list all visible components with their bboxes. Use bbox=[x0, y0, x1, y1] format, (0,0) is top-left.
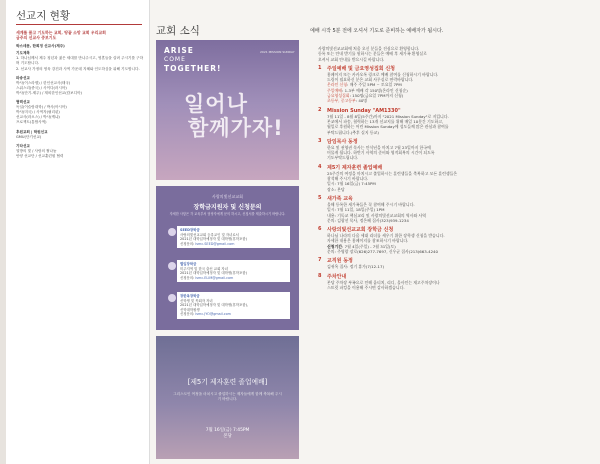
announcement-item: 5 새가족 교육 올해 등록한 새가족들은 꼭 참여해 주시기 바랍니다. 일시: 7월 11일, 18일(주일) 1PM 내용: 기독교 핵심교리 및 사랑의빛선교교회의 역사와 사역 문의: 김광선 목사, 정은혜 집사(323)939-1234 bbox=[318, 196, 588, 223]
section-title: 파송선교 bbox=[16, 75, 30, 80]
announcement-item: 7 교직원 동정 김귀옥 집사: 정기 휴가(7/12-17) bbox=[318, 258, 588, 269]
mission-sunday-poster bbox=[156, 40, 299, 180]
card-title: SEED장학금 bbox=[180, 228, 200, 232]
graduation-poster bbox=[156, 336, 299, 459]
section-line: 열방의 빛 / 사랑의 쌀나눔 bbox=[16, 148, 57, 153]
card-bullet-icon bbox=[168, 262, 176, 270]
card-line: 2021년 대학입학예정자 및 대학생(휴학포함), bbox=[180, 303, 248, 308]
section-title: 기타선교 bbox=[16, 143, 30, 148]
poster-english-title: ARISE COME TOGETHER! bbox=[164, 46, 222, 73]
section-line: 박사(이스라엘) / 한인선교사(태국) bbox=[16, 80, 71, 85]
card-line: 신학대학원생 bbox=[180, 307, 200, 312]
card-bullet-icon bbox=[168, 228, 176, 236]
missionary-name: 박스데문, 한희정 선교사(제주) bbox=[16, 44, 65, 49]
section-line: 스위스리(중국) / 사이다(러시아) bbox=[16, 85, 67, 90]
section-line: GMU(단기선교) bbox=[16, 134, 42, 139]
poster-church-name: 사랑의빛선교교회 bbox=[212, 194, 243, 199]
announcement-item: 8 주차안내 본당 주차장 부족으로 인해 옵티치, 리디, 올사인는 재고주차장이나 스트릿 파킹을 이용해 주시면 감사하겠습니다. bbox=[318, 274, 588, 291]
card-line: 신학생 및 목회자 자녀 bbox=[180, 298, 213, 303]
card-title: 장한옥장학금 bbox=[180, 294, 200, 298]
announcement-title: 주차안내 bbox=[327, 273, 347, 280]
news-posters-column bbox=[151, 0, 304, 464]
section-line: 안양 선교단 / 선교훈련원 협력 bbox=[16, 153, 64, 158]
card-title: 별임장학금 bbox=[180, 262, 197, 266]
announcement-item: 6 사랑의빛선교교회 장학금 신청 하나님 나라의 다음 세대 리더를 세우기 위한 장학생 신청을 받습니다. 자세한 내용은 홈페이지를 참조하시기 바랍니다. 신청기간: 7월 4일(주일) - 7월 31일(토) 문의: 주영랑 장로(626)277-7697, 신우균 집사(213)663-4240 bbox=[318, 227, 588, 254]
prayer-title: 기도제목 bbox=[16, 51, 30, 56]
scholarship-poster bbox=[156, 186, 299, 330]
announcement-item: 4 제5기 제자훈련 졸업예배 25주간의 여정을 마치시고 졸업하시는 훈련생들을 축복하고 모든 훈련생들은 참석해 주시기 바랍니다. 일시: 7월 16일(금) 7:45PM 장소: 본당 bbox=[318, 165, 588, 192]
announcement-title: Mission Sunday "AM1330" bbox=[327, 107, 401, 114]
scholarship-card: SEED장학금 사랑의빛선교교회 등록교인 및 자녀로서 2021년 대학입학예정자 및 대학생(휴학포함) 신청문의: lsmc.SEED@gmail.com bbox=[177, 226, 290, 248]
announcement-title: 제5기 제자훈련 졸업예배 bbox=[327, 164, 383, 171]
welcome-line: 오셔서 교회 안내를 받으시길 바랍니다. bbox=[318, 56, 385, 62]
announcements-column bbox=[308, 0, 600, 464]
poster-tagline: 2021 MISSION SUNDAY bbox=[260, 50, 295, 54]
missions-column bbox=[6, 0, 150, 464]
section-line: 독일(이슬람대학) / 박사(아시아) bbox=[16, 105, 67, 110]
announcement-title: 사랑의빛선교교회 장학금 신청 bbox=[327, 227, 394, 234]
welcome-line: 사랑의빛선교교회에 처음 오신 분들을 진심으로 환영합니다. bbox=[318, 46, 420, 51]
announcement-item: 1 주일예배 및 금요영성집회 신청 홈페이지 또는 카카오톡 링크로 예배 참여를 신청하시기 바랍니다. 드림이 필요하신 분은 교회 사무실로 연락바랍니다. 온라인 신청: 매주 주일 5PM ~ 토요일 7PM 주일예배: 1-3부 예배 각 150명(온라인 신청순) 금요영성집회: 150명(금요일 7PM까지 신청) 초등부, 중고등부: 40명 bbox=[318, 66, 588, 104]
missions-title: 선교지 현황 bbox=[16, 10, 71, 22]
graduation-datetime: 7월 16일(금) 7:45PM 본당 bbox=[205, 428, 250, 439]
poster-scholarship-title: 장학금지원자 및 신청문의 bbox=[193, 204, 262, 211]
announcement-title: 새가족 교육 bbox=[327, 195, 353, 202]
poster-korean-title: 일어나 함께가자! bbox=[184, 92, 284, 140]
card-line: 2021년 대학입학예정자 및 대학생(휴학포함) bbox=[180, 271, 247, 276]
announcement-item: 2 Mission Sunday "AM1330" 7월 11일 - 8월 8일(5주간)까지 "2021 Mission Sunday"로 지킵니다. 본교에서 파송, 협력하는 13개 선교지를 위해 매일 10분간 기도하고, 월일로 후원하는 어린 Mission Sunday에 성도들께 많은 관심과 참여를 부탁드립니다.(추후 실지 등교) bbox=[318, 108, 588, 135]
contact-email: lsmc.JYO@gmail.com bbox=[195, 312, 231, 317]
poster-scholarship-desc: 자세한 사항은 각 교육부서 담당자에게 문의 하시고, 신청서를 제출하시기 바랍니다. bbox=[169, 212, 286, 216]
section-line: 박사(미국) / 사역자(필리핀) bbox=[16, 110, 60, 115]
announcement-title: 담임목사 동정 bbox=[327, 138, 358, 145]
graduation-body: 그리스도인 여정을 마치시고 졸업하시는 제자들에게 함께 축복해 주시기 바랍니다. bbox=[173, 392, 282, 402]
section-title: 협력선교 bbox=[16, 100, 30, 105]
missions-headline: 세계를 품고 기도하는 교회, 땅끝 소망 교회 우리교회 bbox=[16, 30, 106, 35]
graduation-heading: [제5기 제자훈련 졸업예배] bbox=[187, 378, 268, 386]
news-title: 교회 소식 bbox=[156, 25, 200, 37]
missions-content bbox=[16, 30, 144, 159]
scholarship-card: 별임장학금 미주지역 및 한국 출신 교회 자녀 2021년 대학입학예정자 및 대학생(휴학포함) 신청문의: lsmc.ELIM@gmail.com bbox=[177, 260, 290, 282]
announcement-title: 주일예배 및 금요영성집회 신청 bbox=[327, 65, 396, 72]
welcome-line: 등록 또는 안내 받기를 원하시는 분들은 예배 후 새가족 환영실로 bbox=[318, 51, 427, 57]
missions-subheadline: 금주의 선교사 중보기도 bbox=[16, 35, 57, 41]
announcement-title: 교직원 동정 bbox=[327, 258, 353, 265]
section-line: 프로젝트(통합사역) bbox=[16, 120, 47, 125]
contact-email: lsmc.ELIM@gmail.com bbox=[195, 275, 234, 280]
title-rule bbox=[16, 24, 142, 25]
section-line: 박사(단기-제주) / 재외한인선교(캄보디아) bbox=[16, 90, 82, 95]
card-line: 2021년 대학입학예정자 및 대학생(휴학포함) bbox=[180, 237, 247, 242]
section-line: 선교사(라오스) / 박사(케냐) bbox=[16, 115, 60, 120]
announcement-item: 3 담임목사 동정 한요 및 권영권 목사는 안식년을 마치고 7월 23일까지 한국에 머물게 됩니다. 하반기 사역의 준비와 영적회복의 시간이 되도록 기도부탁드립니다. bbox=[318, 139, 588, 161]
announcements-list bbox=[318, 46, 588, 290]
card-line: 미주지역 및 한국 출신 교회 자녀 bbox=[180, 266, 228, 271]
section-title: 후원교회 | 학원선교 bbox=[16, 129, 48, 134]
card-bullet-icon bbox=[168, 294, 176, 302]
scholarship-card: 장한옥장학금 신학생 및 목회자 자녀 2021년 대학입학예정자 및 대학생(휴학포함), 신학대학원생 신청문의: lsmc.JYO@gmail.com bbox=[177, 292, 290, 319]
prayer-item: 2. 선교사 가정의 영육 강건과 사역 가운데 지혜와 인도하심을 위해 기도합니다. bbox=[16, 66, 140, 71]
prayer-item: 1. 하나님께서 제주 청년과 젊은 세대를 만나주시고, 영혼들을 살려 주시기를 구하며 기도합니다. bbox=[16, 56, 144, 66]
contact-email: lsmc.SEED@gmail.com bbox=[195, 241, 235, 246]
card-line: 사랑의빛선교교회 등록교인 및 자녀로서 bbox=[180, 232, 239, 237]
worship-intro: 예배 시작 5분 전에 오셔서 기도로 준비하는 예배자가 됩시다. bbox=[310, 28, 444, 34]
